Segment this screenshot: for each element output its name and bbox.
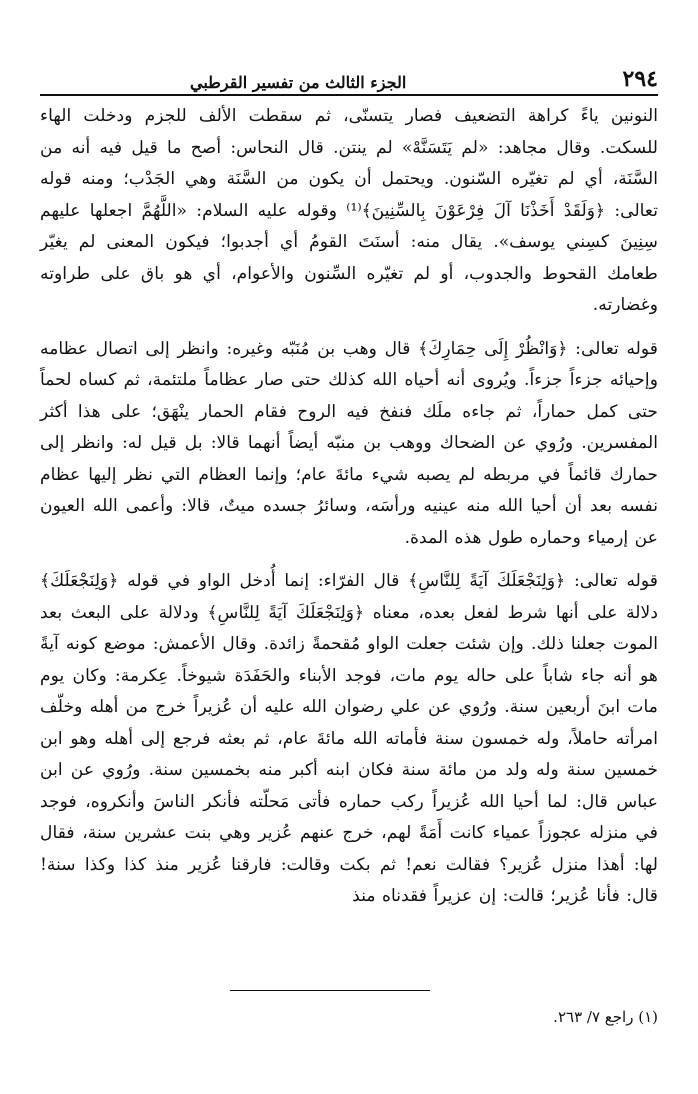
paragraph-2: قوله تعالى: ﴿وَانْظُرْ إِلَى حِمَارِكَ﴾ قال وهب بن مُنَبّه وغيره: وانظر إلى اتصال عظامه وإحيائه جزءاً جزءاً. ويُروى أنه أحياه الله كذلك حتى صار عظاماً ملتئمة، ثم كساه لحماً حتى كمل حماراً، ثم جاءه ملَك فنفخ فيه الروح فقام الحمار ينْهَق؛ على هذا أكثر المفسرين. ورُوي عن الضحاك ووهب بن منبّه أيضاً أنهما قالا: بل قيل له: وانظر إلى حمارك قائماً في مربطه لم يصبه شيء مائةَ عام؛ وإنما العظام التي نظر إليها عظام نفسه بعد أن أحيا الله منه عينيه ورأسَه، وسائرُ جسده ميتٌ، قالا: وأعمى الله العيون عن إرمياء وحماره طول هذه المدة. — [40, 338, 658, 548]
main-text — [40, 101, 658, 913]
paragraph-1: النونين ياءً كراهة التضعيف فصار يتسنّى، ثم سقطت الألف للجزم ودخلت الهاء للسكت. وقال مجاهد: «لم يَتَسَنَّهْ» لم ينتن. قال النحاس: أصح ما قيل فيه أنه من السَّنَة، أي لم تغيّره السّنون. ويحتمل أن يكون من السَّنَة وهي الجَدْب؛ ومنه قوله تعالى: ﴿وَلَقَدْ أَخَذْنَا آلَ فِرْعَوْنَ بِالسِّنِينَ﴾⁽¹⁾ وقوله عليه السلام: «اللَّهُمَّ اجعلها عليهم سِنِينَ كسِني يوسف». يقال منه: أسنَتَ القومُ أي أجدبوا؛ فيكون المعنى لم يغيّر طعامك القحوط والجدوب، أو لم تغيّره السِّنون والأعوام، أي هو باق على طراوته وغضارته. — [40, 106, 658, 315]
running-title: الجزء الثالث من تفسير القرطبي — [190, 73, 407, 92]
header-rule — [40, 94, 658, 96]
page-header — [40, 58, 658, 92]
footnote-rule — [230, 990, 430, 991]
page-number: ٢٩٤ — [622, 66, 658, 92]
footnote: (١) راجع ٧/ ٢٦٣. — [553, 1008, 658, 1026]
paragraph-3: قوله تعالى: ﴿وَلِنَجْعَلَكَ آيَةً لِلنَّاسِ﴾ قال الفرّاء: إنما أُدخل الواو في قوله ﴿وَلِنَجْعَلَكَ﴾ دلالة على أنها شرط لفعل بعده، معناه ﴿وَلِنَجْعَلَكَ آيَةً لِلنَّاسِ﴾ ودلالة على البعث بعد الموت جعلنا ذلك. وإن شئت جعلت الواو مُقحمةً زائدة. وقال الأعمش: موضع كونه آيةً هو أنه جاء شاباً على حاله يوم مات، فوجد الأبناء والحَفَدَة شيوخاً. عِكرمة: وكان يوم مات ابنَ أربعين سنة. ورُوي عن علي رضوان الله عليه أن عُزيراً خرج من أهله وخلّف امرأته حاملاً، وله خمسون سنة فأماته الله مائةَ عام، ثم بعثه فرجع إلى أهله وهو ابن خمسين سنة وله ولد من مائة سنة فكان ابنه أكبر منه بخمسين سنة. ورُوي عن ابن عباس قال: لما أحيا الله عُزيراً ركب حماره فأتى مَحلّته فأنكر الناسَ وأنكروه، فوجد في منزله عجوزاً عمياء كانت أَمَةً لهم، خرج عنهم عُزير وهي بنت عشرين سنة، فقال لها: أهذا منزل عُزير؟ فقالت نعم! ثم بكت وقالت: فارقنا عُزير منذ كذا وكذا سنة! قال: فأنا عُزير؛ قالت: إن عزيراً فقدناه منذ — [40, 571, 658, 906]
